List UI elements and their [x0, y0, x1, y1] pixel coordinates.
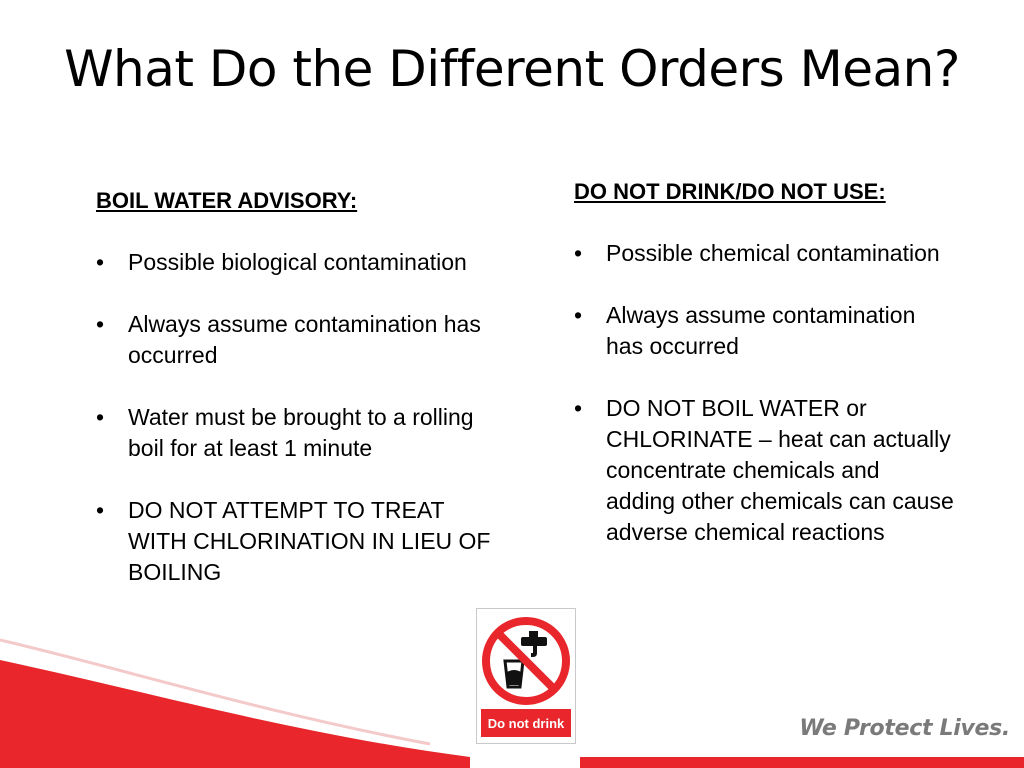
- no-drinking-water-icon: [477, 609, 575, 743]
- boil-water-advisory-heading: BOIL WATER ADVISORY:: [96, 188, 358, 213]
- do-not-drink-column: [574, 176, 954, 579]
- bullet-icon: •: [574, 302, 583, 328]
- do-not-drink-heading: DO NOT DRINK/DO NOT USE:: [574, 179, 886, 204]
- bullet-icon: •: [96, 311, 105, 337]
- list-item: • Always assume contamination has occurred: [574, 302, 916, 359]
- do-not-drink-list: [574, 238, 954, 548]
- list-item: • DO NOT BOIL WATER or CHLORINATE – heat can actually concentrate chemicals and adding other chemicals can cause adverse chemical reactions: [574, 395, 954, 545]
- bullet-icon: •: [574, 240, 583, 266]
- list-item: • Water must be brought to a rolling boil for at least 1 minute: [96, 404, 474, 461]
- bullet-icon: •: [574, 395, 583, 421]
- sign-label: Do not drink: [487, 716, 565, 731]
- do-not-drink-sign: [476, 608, 576, 744]
- bullet-icon: •: [96, 497, 105, 523]
- list-item: • Always assume contamination has occurred: [96, 311, 481, 368]
- list-item: • Possible biological contamination: [96, 247, 496, 278]
- slide-title: What Do the Different Orders Mean?: [64, 40, 960, 98]
- bullet-icon: •: [96, 249, 105, 275]
- boil-water-advisory-list: [96, 247, 496, 588]
- boil-water-advisory-column: [96, 185, 496, 619]
- tagline: We Protect Lives.: [799, 716, 1010, 741]
- list-item: • Possible chemical contamination: [574, 238, 954, 269]
- bullet-icon: •: [96, 404, 105, 430]
- list-item: • DO NOT ATTEMPT TO TREAT WITH CHLORINATION IN LIEU OF BOILING: [96, 497, 491, 585]
